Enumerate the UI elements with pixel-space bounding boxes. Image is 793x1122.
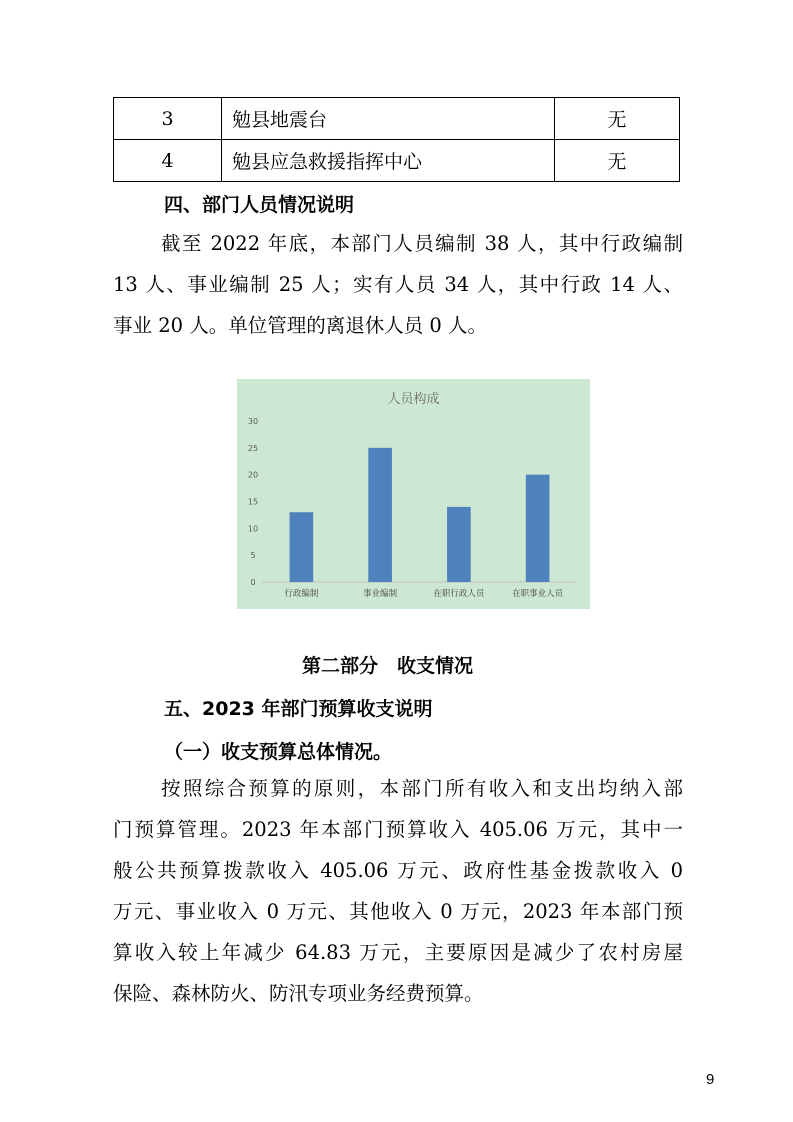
section5-heading: 五、2023 年部门预算收支说明 (164, 698, 433, 720)
staff-composition-chart (237, 379, 590, 609)
bar (368, 448, 392, 582)
chart-title: 人员构成 (387, 392, 440, 407)
chart-canvas (237, 379, 590, 609)
institution-note: 无 (555, 140, 680, 182)
paragraph-line: 万元、事业收入 0 万元、其他收入 0 万元，2023 年本部门预 (113, 900, 683, 923)
y-tick-label: 15 (247, 497, 259, 507)
institution-name: 勉县地震台 (222, 98, 555, 140)
y-tick-label: 20 (247, 470, 259, 480)
bar (526, 475, 550, 582)
table-row (114, 98, 680, 140)
page-number: 9 (706, 1071, 715, 1088)
x-tick-label: 在职行政人员 (433, 589, 485, 599)
paragraph-line: 门预算管理。2023 年本部门预算收入 405.06 万元，其中一 (113, 818, 683, 841)
paragraph-line: 保险、森林防火、防汛专项业务经费预算。 (113, 982, 484, 1005)
paragraph-line: 算收入较上年减少 64.83 万元，主要原因是减少了农村房屋 (113, 941, 683, 964)
paragraph-line: 按照综合预算的原则，本部门所有收入和支出均纳入部 (161, 777, 683, 800)
institution-table (113, 97, 680, 182)
y-tick-label: 30 (247, 417, 259, 426)
row-number: 3 (114, 98, 222, 140)
bar (290, 512, 314, 582)
x-tick-label: 事业编制 (363, 589, 398, 599)
table-row (114, 140, 680, 182)
paragraph-line: 截至 2022 年底，本部门人员编制 38 人，其中行政编制 (161, 232, 683, 255)
section5-subheading: （一）收支预算总体情况。 (164, 741, 393, 763)
section4-heading: 四、部门人员情况说明 (164, 194, 355, 216)
y-tick-label: 5 (250, 551, 256, 561)
x-tick-label: 行政编制 (284, 589, 319, 599)
paragraph-line: 13 人、事业编制 25 人；实有人员 34 人，其中行政 14 人、 (113, 273, 683, 296)
y-tick-label: 25 (247, 443, 259, 453)
section5-paragraph (113, 768, 683, 1014)
y-tick-label: 0 (250, 578, 256, 587)
y-tick-label: 10 (247, 524, 259, 534)
section4-paragraph (113, 223, 683, 346)
x-tick-label: 在职事业人员 (512, 589, 564, 599)
bar (447, 507, 471, 582)
institution-note: 无 (555, 98, 680, 140)
paragraph-line: 般公共预算拨款收入 405.06 万元、政府性基金拨款收入 0 (113, 859, 683, 882)
row-number: 4 (114, 140, 222, 182)
institution-name: 勉县应急救援指挥中心 (222, 140, 555, 182)
part2-title: 第二部分 收支情况 (302, 655, 474, 677)
paragraph-line: 事业 20 人。单位管理的离退休人员 0 人。 (113, 314, 488, 337)
